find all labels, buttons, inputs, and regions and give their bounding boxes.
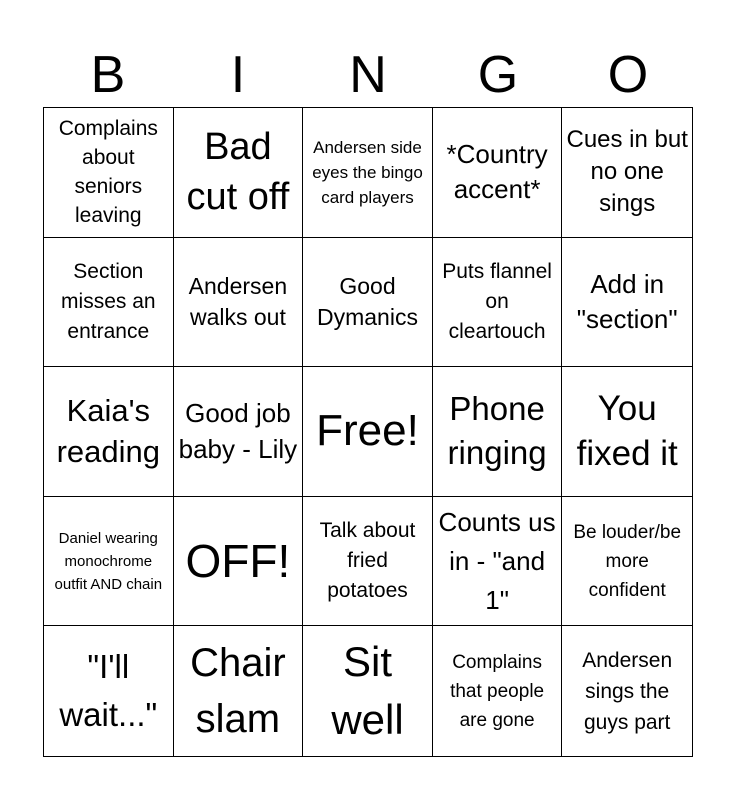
bingo-cell[interactable] — [44, 626, 174, 756]
cell-text: Andersen side eyes the bingo card players — [312, 137, 423, 207]
cell-text: "I'll wait..." — [59, 648, 158, 734]
header-letter-n: N — [349, 46, 387, 104]
bingo-cell[interactable] — [44, 367, 174, 497]
cell-text: Chair slam — [190, 641, 286, 742]
cell-text: Add in "section" — [576, 268, 678, 334]
cell-text: Andersen sings the guys part — [582, 648, 673, 734]
cell-text: Good Dymanics — [317, 272, 418, 330]
bingo-cell[interactable] — [174, 238, 304, 368]
bingo-cell[interactable] — [174, 108, 304, 238]
bingo-cell[interactable] — [433, 108, 563, 238]
cell-text: Daniel wearing monochrome outfit AND chain — [54, 529, 163, 593]
cell-text: You fixed it — [576, 389, 678, 474]
bingo-cell[interactable] — [174, 626, 304, 756]
bingo-cell[interactable] — [174, 367, 304, 497]
cell-text: Counts us in - "and 1" — [438, 506, 556, 615]
bingo-cell[interactable] — [44, 497, 174, 627]
cell-text: Talk about fried potatoes — [319, 519, 416, 603]
bingo-cell[interactable] — [562, 626, 692, 756]
cell-text: Complains about seniors leaving — [58, 117, 158, 228]
bingo-cell[interactable] — [303, 238, 433, 368]
bingo-cell free-space[interactable] — [303, 367, 433, 497]
bingo-cell[interactable] — [433, 626, 563, 756]
bingo-cell[interactable] — [303, 626, 433, 756]
cell-text: Good job baby - Lily — [178, 398, 298, 465]
header-letter-g: G — [477, 46, 519, 104]
cell-text: Bad cut off — [186, 126, 290, 219]
bingo-cell[interactable] — [303, 497, 433, 627]
bingo-cell[interactable] — [433, 367, 563, 497]
bingo-cell[interactable] — [562, 238, 692, 368]
bingo-cell[interactable] — [44, 238, 174, 368]
bingo-grid — [43, 107, 693, 757]
header-letter-b: B — [90, 46, 126, 104]
bingo-cell[interactable] — [562, 497, 692, 627]
cell-text: Complains that people are gone — [450, 651, 545, 731]
header-letter-i: I — [230, 46, 246, 104]
cell-text: Kaia's reading — [56, 393, 160, 470]
cell-text: *Country accent* — [446, 139, 548, 205]
header-letter-o: O — [607, 46, 649, 104]
bingo-cell[interactable] — [433, 497, 563, 627]
cell-text: Section misses an entrance — [61, 259, 156, 343]
bingo-cell[interactable] — [174, 497, 304, 627]
cell-text: Puts flannel on cleartouch — [442, 259, 552, 343]
cell-text: Cues in but no one sings — [566, 126, 688, 218]
cell-text: Free! — [316, 406, 419, 456]
bingo-cell[interactable] — [562, 108, 692, 238]
cell-text: Be louder/be more confident — [573, 521, 682, 601]
cell-text: Phone ringing — [447, 390, 547, 472]
bingo-header — [43, 44, 693, 106]
cell-text: Sit well — [331, 638, 404, 744]
bingo-cell[interactable] — [44, 108, 174, 238]
cell-text: OFF! — [185, 535, 291, 588]
cell-text: Andersen walks out — [188, 272, 288, 330]
bingo-cell[interactable] — [433, 238, 563, 368]
bingo-cell[interactable] — [562, 367, 692, 497]
bingo-cell[interactable] — [303, 108, 433, 238]
